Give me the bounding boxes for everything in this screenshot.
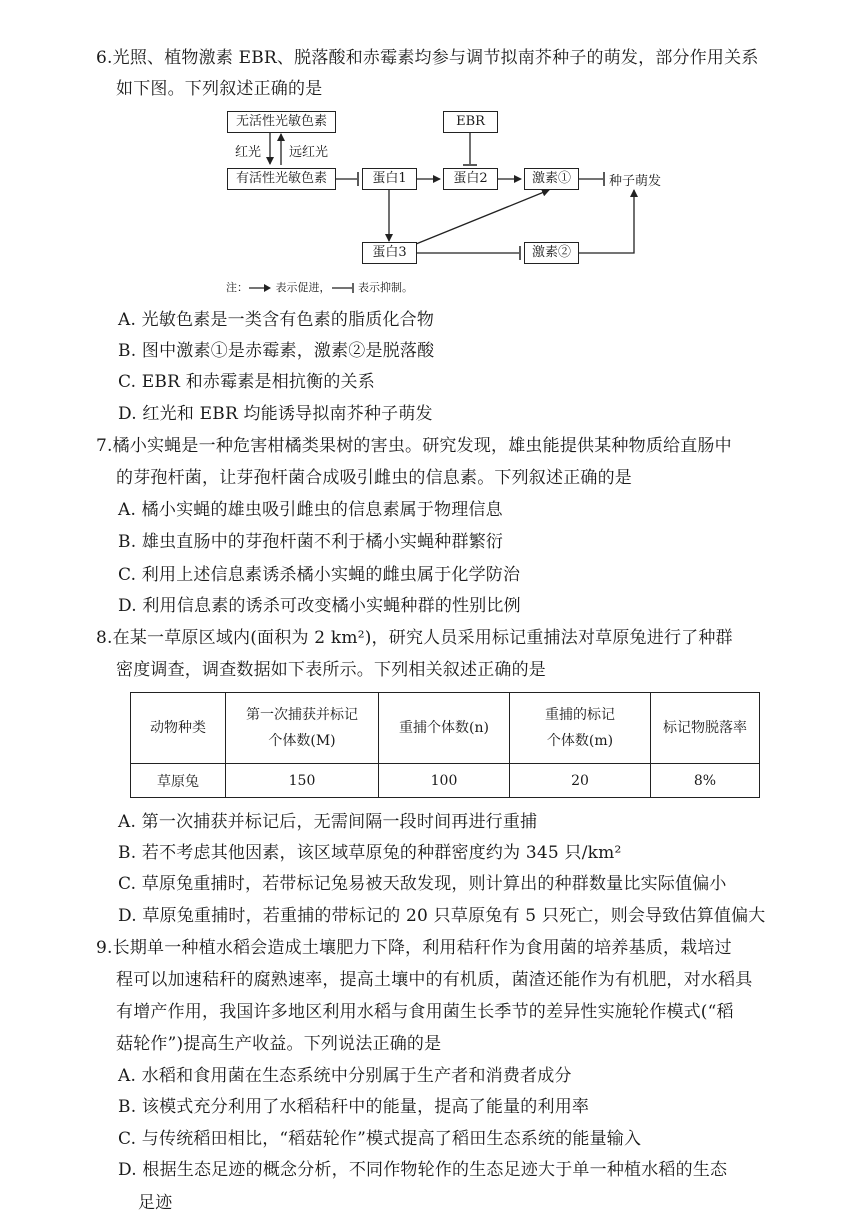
q9-option-b: B. 该模式充分利用了水稻秸秆中的能量，提高了能量的利用率 (118, 1097, 590, 1117)
q9-stem-line4: 菇轮作”)提高生产收益。下列说法正确的是 (116, 1034, 442, 1054)
protein3-to-hormone1-arrow (416, 190, 549, 244)
hormone1-box: 激素① (524, 168, 579, 190)
q6-stem-line1: 6.光照、植物激素 EBR、脱落酸和赤霉素均参与调节拟南芥种子的萌发，部分作用关系 (96, 48, 759, 68)
table-header-row (131, 693, 760, 764)
header-recaptured-marked: 重捕的标记 个体数(m) (510, 693, 651, 764)
note-inhibit: 表示抑制。 (358, 281, 413, 294)
hormone2-box: 激素② (524, 242, 579, 264)
q7-option-d: D. 利用信息素的诱杀可改变橘小实蝇种群的性别比例 (118, 596, 521, 616)
header-recapture-count: 重捕个体数(n) (379, 693, 510, 764)
red-light-label: 红光 (235, 145, 262, 160)
seed-germination-label: 种子萌发 (609, 174, 662, 189)
q9-option-d: D. 根据生态足迹的概念分析，不同作物轮作的生态足迹大于单一种植水稻的生态 (118, 1160, 728, 1180)
protein2-box: 蛋白2 (443, 168, 498, 190)
header-mark-loss-rate: 标记物脱落率 (651, 693, 760, 764)
q9-stem-line3: 有增产作用，我国许多地区利用水稻与食用菌生长季节的差异性实施轮作模式(“稻 (116, 1002, 734, 1022)
q7-stem-line2: 的芽孢杆菌，让芽孢杆菌合成吸引雌虫的信息素。下列叙述正确的是 (116, 468, 632, 488)
hormone2-to-germination-arrow (579, 190, 634, 253)
header-species: 动物种类 (131, 693, 226, 764)
q7-option-b: B. 雄虫直肠中的芽孢杆菌不利于橘小实蝇种群繁衍 (118, 532, 504, 552)
q6-option-d: D. 红光和 EBR 均能诱导拟南芥种子萌发 (118, 404, 433, 424)
q9-stem-line1: 9.长期单一种植水稻会造成土壤肥力下降，利用秸秆作为食用菌的培养基质，栽培过 (96, 938, 732, 958)
q6-stem-line2: 如下图。下列叙述正确的是 (116, 79, 323, 99)
cell-mark-loss-rate: 8% (651, 764, 760, 798)
q9-option-a: A. 水稻和食用菌在生态系统中分别属于生产者和消费者成分 (118, 1066, 572, 1086)
cell-first-capture: 150 (226, 764, 379, 798)
q8-stem-line1: 8.在某一草原区域内(面积为 2 km²)，研究人员采用标记重捕法对草原兔进行了种群 (96, 628, 733, 648)
protein3-box: 蛋白3 (362, 242, 417, 264)
hormone-regulation-diagram (0, 0, 867, 300)
q9-stem-line2: 程可以加速秸秆的腐熟速率，提高土壤中的有机质，菌渣还能作为有机肥，对水稻具 (116, 970, 753, 990)
note-prefix: 注： (226, 281, 248, 294)
ebr-box: EBR (443, 111, 498, 133)
promote-arrow-icon (248, 283, 272, 293)
cell-recapture-count: 100 (379, 764, 510, 798)
far-red-light-label: 远红光 (289, 145, 329, 160)
header-first-capture: 第一次捕获并标记 个体数(M) (226, 693, 379, 764)
q8-option-c: C. 草原兔重捕时，若带标记兔易被天敌发现，则计算出的种群数量比实际值偏小 (118, 874, 727, 894)
diagram-legend-note (226, 279, 413, 295)
q8-option-a: A. 第一次捕获并标记后，无需间隔一段时间再进行重捕 (118, 812, 538, 832)
q8-option-d: D. 草原兔重捕时，若重捕的带标记的 20 只草原兔有 5 只死亡，则会导致估算值偏大 (118, 906, 766, 926)
q8-stem-line2: 密度调查，调查数据如下表所示。下列相关叙述正确的是 (116, 660, 546, 680)
protein1-box: 蛋白1 (362, 168, 417, 190)
cell-species: 草原兔 (131, 764, 226, 798)
q6-option-a: A. 光敏色素是一类含有色素的脂质化合物 (118, 310, 435, 330)
inactive-phytochrome-box: 无活性光敏色素 (227, 111, 336, 133)
q9-option-c: C. 与传统稻田相比，“稻菇轮作”模式提高了稻田生态系统的能量输入 (118, 1129, 642, 1149)
table-row (131, 764, 760, 798)
q7-option-a: A. 橘小实蝇的雄虫吸引雌虫的信息素属于物理信息 (118, 500, 503, 520)
inhibit-line-icon (331, 283, 355, 293)
q6-option-b: B. 图中激素①是赤霉素，激素②是脱落酸 (118, 341, 435, 361)
q7-option-c: C. 利用上述信息素诱杀橘小实蝇的雌虫属于化学防治 (118, 565, 521, 585)
active-phytochrome-box: 有活性光敏色素 (227, 168, 336, 190)
q7-stem-line1: 7.橘小实蝇是一种危害柑橘类果树的害虫。研究发现，雄虫能提供某种物质给直肠中 (96, 436, 732, 456)
mark-recapture-table (130, 692, 760, 798)
q8-option-b: B. 若不考虑其他因素，该区域草原兔的种群密度约为 345 只/km² (118, 843, 622, 863)
q6-option-c: C. EBR 和赤霉素是相抗衡的关系 (118, 372, 375, 392)
q9-option-d-continuation: 足迹 (138, 1193, 173, 1213)
cell-recaptured-marked: 20 (510, 764, 651, 798)
note-promote: 表示促进， (275, 281, 331, 294)
